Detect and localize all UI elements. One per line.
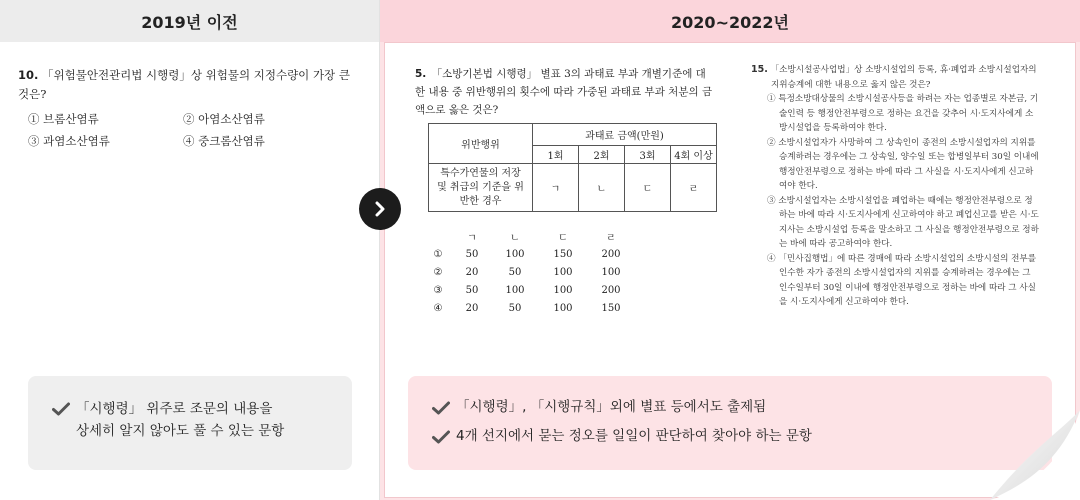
before-options xyxy=(28,110,348,150)
question-stem-block xyxy=(751,63,1041,92)
after-note-box xyxy=(408,376,1052,470)
answer-value: 20 xyxy=(465,266,479,278)
option-4: ④ 「민사집행법」에 따른 경매에 따라 소방시설업의 소방시설의 전부를 인수한 자가 종전의 소방시설업자의 지위를 승계하려는 경우에는 그 인수일부터 30일 이내에 행정안전부령으로 정하는 바에 따라 그 사실을 시·도지사에게 신고하여야 한다. xyxy=(767,253,1037,307)
question-stem: 「소방기본법 시행령」 별표 3의 과태료 부과 개별기준에 대한 내용 중 위반행위의 횟수에 따라 가중된 과태료 부과 처분의 금액으로 옳은 것은? xyxy=(415,68,713,116)
option-4: ④ 중크롬산염류 xyxy=(183,134,265,148)
answer-value: 20 xyxy=(465,302,479,314)
count-2: 2회 xyxy=(579,146,625,164)
answer-row xyxy=(423,245,635,263)
col-fee: 과태료 금액(만원) xyxy=(533,124,717,146)
page-curl-icon xyxy=(970,390,1080,500)
check-icon xyxy=(432,430,450,444)
answer-value: 100 xyxy=(505,248,525,260)
letter-2: ㄴ xyxy=(579,164,625,212)
before-header: 2019년 이전 xyxy=(0,0,379,42)
answer-mark: ① xyxy=(433,248,443,260)
question-stem: 「소방시설공사업법」상 소방시설업의 등록, 휴·폐업과 소방시설업자의 지위승계에 대한 내용으로 옳지 않은 것은? xyxy=(770,65,1037,90)
answer-mark: ② xyxy=(433,266,443,278)
question-number: 15. xyxy=(751,64,768,75)
next-arrow-button[interactable] xyxy=(359,188,401,230)
option-3: ③ 소방시설업자는 소방시설업을 폐업하는 때에는 행정안전부령으로 정하는 바에 따라 시·도지사에게 신고하여야 하고 폐업신고를 받은 시·도지사는 소방시설업 등록을 말소하고 그 사실을 행정안전부령으로 정하는 바에 따라 공고하여야 한다. xyxy=(767,195,1039,249)
before-note-line-2: 상세히 알지 않아도 풀 수 있는 문항 xyxy=(76,423,285,439)
answer-row xyxy=(423,263,635,281)
answer-value: 150 xyxy=(601,302,621,314)
answer-value: 50 xyxy=(465,284,479,296)
answer-choices xyxy=(423,227,635,317)
header-letter: ㄷ xyxy=(558,232,568,244)
option-2: ② 소방시설업자가 사망하여 그 상속인이 종전의 소방시설업자의 지위를 승계하려는 경우에는 그 상속일, 양수일 또는 합병일부터 30일 이내에 행정안전부령으로 정하는 바에 따라 그 사실을 시·도지사에게 신고하여야 한다. xyxy=(767,137,1039,191)
answer-value: 100 xyxy=(601,266,621,278)
answer-value: 100 xyxy=(553,302,573,314)
option-3: ③ 과염소산염류 xyxy=(28,134,110,148)
question-number: 5. xyxy=(415,68,427,80)
answer-value: 50 xyxy=(508,302,522,314)
question-number: 10. xyxy=(18,68,39,82)
option-2: ② 아염소산염류 xyxy=(183,112,265,126)
header-letter: ㄹ xyxy=(606,232,616,244)
option-1: ① 브롬산염류 xyxy=(28,112,99,126)
after-note-line-2: 4개 선지에서 묻는 정오를 일일이 판단하여 찾아야 하는 문항 xyxy=(456,428,812,444)
answer-value: 200 xyxy=(601,248,621,260)
answer-row xyxy=(423,281,635,299)
after-note-line-1: 「시행령」, 「시행규칙」외에 별표 등에서도 출제됨 xyxy=(456,399,767,415)
check-icon xyxy=(52,402,70,416)
answer-header-row xyxy=(423,227,635,245)
before-note-box xyxy=(28,376,352,470)
row-label: 특수가연물의 저장 및 취급의 기준을 위반한 경우 xyxy=(429,164,533,212)
before-note-line-1: 「시행령」 위주로 조문의 내용을 xyxy=(76,401,273,417)
after-panel xyxy=(380,0,1080,500)
chevron-right-icon xyxy=(371,200,389,218)
answer-value: 100 xyxy=(553,266,573,278)
fee-table xyxy=(428,123,717,212)
count-1: 1회 xyxy=(533,146,579,164)
answer-value: 100 xyxy=(505,284,525,296)
answer-value: 100 xyxy=(553,284,573,296)
before-panel xyxy=(0,0,380,500)
question-5 xyxy=(415,65,715,119)
before-question xyxy=(18,66,363,104)
col-violation: 위반행위 xyxy=(429,124,533,164)
answer-mark: ③ xyxy=(433,284,443,296)
answer-value: 50 xyxy=(508,266,522,278)
header-letter: ㄴ xyxy=(510,232,520,244)
letter-3: ㄷ xyxy=(625,164,671,212)
letter-4: ㄹ xyxy=(671,164,717,212)
answer-value: 200 xyxy=(601,284,621,296)
option-1: ① 특정소방대상물의 소방시설공사등을 하려는 자는 업종별로 자본금, 기술인력 등 행정안전부령으로 정하는 요건을 갖추어 시·도지사에게 소방시설업을 등록하여야 한다. xyxy=(767,94,1039,133)
after-header: 2020~2022년 xyxy=(380,0,1080,42)
letter-1: ㄱ xyxy=(533,164,579,212)
answer-value: 150 xyxy=(553,248,573,260)
question-stem: 「위험물안전관리법 시행령」상 위험물의 지정수량이 가장 큰 것은? xyxy=(18,68,350,101)
header-letter: ㄱ xyxy=(467,232,477,244)
answer-value: 50 xyxy=(465,248,479,260)
check-icon xyxy=(432,401,450,415)
count-3: 3회 xyxy=(625,146,671,164)
count-4: 4회 이상 xyxy=(671,146,717,164)
answer-row xyxy=(423,299,635,317)
answer-mark: ④ xyxy=(433,302,443,314)
question-15 xyxy=(751,63,1041,310)
